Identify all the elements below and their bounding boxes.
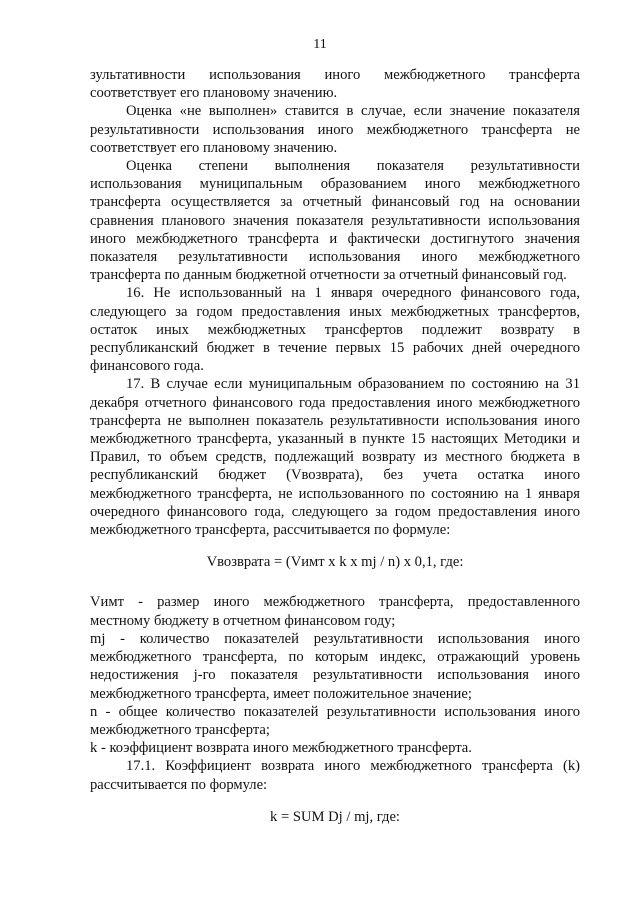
definition-k: k - коэффициент возврата иного межбюджетного трансферта. [90, 740, 472, 757]
paragraph-not-fulfilled: Оценка «не выполнен» ставится в случае, если значение показателя результативности использования иного межбюджетного трансферта не соответствует его плановому значению. [90, 103, 580, 156]
paragraph-continuation: зультативности использования иного межбюджетного трансферта соответствует его плановому значению. [90, 67, 580, 102]
definition-n: n - общее количество показателей результативности использования иного межбюджетного трансферта; [90, 703, 580, 738]
paragraph-17-1: 17.1. Коэффициент возврата иного межбюджетного трансферта (k) рассчитывается по формуле: [90, 758, 580, 793]
definition-vimt: Vимт - размер иного межбюджетного трансферта, предоставленного местному бюджету в отчетном финансовом году; [90, 594, 580, 629]
paragraph-16: 16. Не использованный на 1 января очередного финансового года, следующего за годом предоставления иных межбюджетных трансфертов, остаток иных межбюджетных трансфертов подлежит возврату в республиканский бюджет в течение первых 15 рабочих дней очередного финансового года. [90, 285, 580, 375]
definition-mj: mj - количество показателей результативности использования иного межбюджетного трансферта, по которым индекс, отражающий уровень недостижения j-го показателя результативности использования иного межбюджетного трансферта, имеет положительное значение; [90, 630, 580, 702]
formula-return-volume: Vвозврата = (Vимт x k x mj / n) x 0,1, где: [206, 554, 464, 571]
page-number: 11 [313, 37, 327, 52]
paragraph-17: 17. В случае если муниципальным образованием по состоянию на 31 декабря отчетного финансового года предоставления иного межбюджетного трансферта не выполнен показатель результативности использования иного межбюджетного трансферта, указанный в пункте 15 настоящих Методики и Правил, то объем средств, подлежащий возврату из местного бюджета в республиканский бюджет (Vвозврата), без учета остатка иного межбюджетного трансферта, не использованного по состоянию на 1 января очередного финансового года, следующего за годом предоставления иного межбюджетного трансферта, рассчитывается по формуле: [90, 376, 580, 539]
document-body [90, 66, 580, 826]
formula-coefficient-k: k = SUM Dj / mj, где: [270, 808, 400, 825]
paragraph-assessment: Оценка степени выполнения показателя результативности использования муниципальным образованием иного межбюджетного трансферта осуществляется за отчетный финансовый год на основании сравнения планового значения показателя результативности использования иного межбюджетного трансферта и фактически достигнутого значения показателя результативности использования иного межбюджетного трансферта по данным бюджетной отчетности за отчетный финансовый год. [90, 158, 580, 284]
